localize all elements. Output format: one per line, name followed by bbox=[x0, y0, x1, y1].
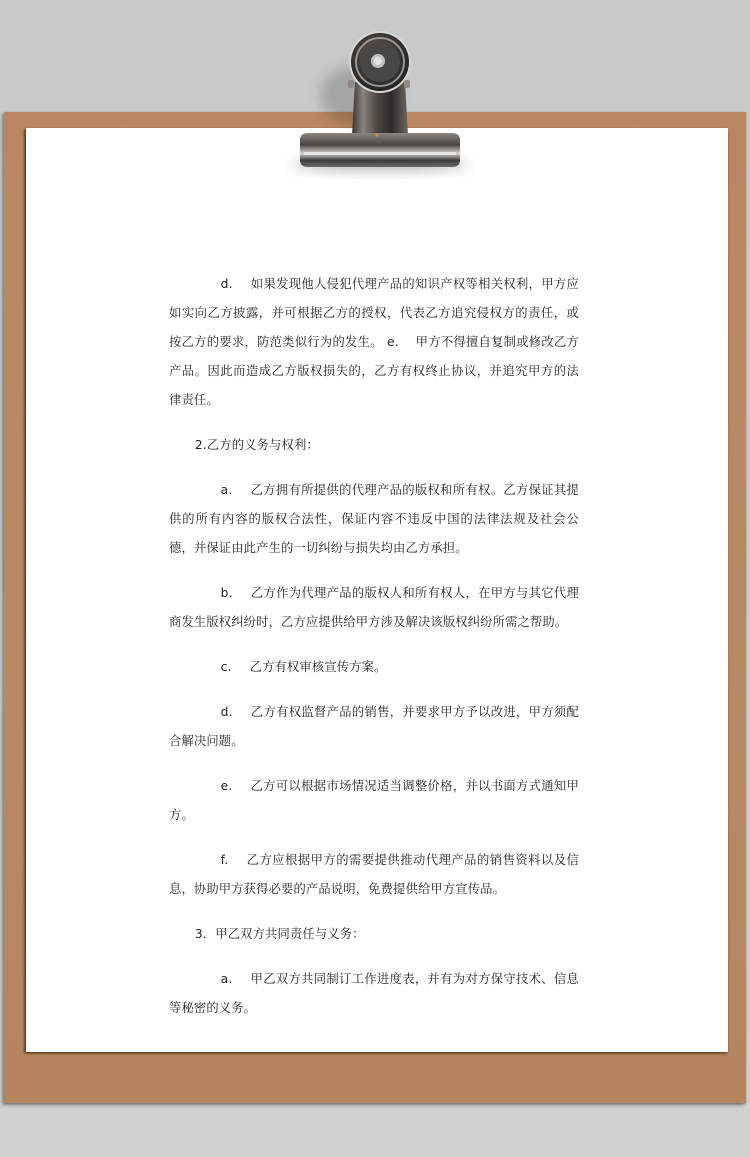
item-marker: d. bbox=[220, 705, 233, 719]
section-heading-2 bbox=[169, 431, 579, 460]
item-marker: a. bbox=[220, 483, 233, 497]
item-marker: f. bbox=[220, 853, 229, 867]
paragraph-c-review bbox=[169, 653, 579, 682]
paragraph-e-pricing bbox=[169, 772, 579, 830]
paragraph-f-materials bbox=[169, 846, 579, 904]
paragraph-a-schedule bbox=[169, 965, 579, 1023]
item-marker: e. bbox=[220, 779, 233, 793]
paragraph-text: 乙方拥有所提供的代理产品的版权和所有权。乙方保证其提供的所有内容的版权合法性，保证内容不违反中国的法律法规及社会公德，并保证由此产生的一切纠纷与损失均由乙方承担。 bbox=[169, 483, 579, 555]
paragraph-d-supervise bbox=[169, 698, 579, 756]
section-title: 2.乙方的义务与权利： bbox=[194, 438, 319, 452]
paragraph-d-infringement bbox=[169, 270, 579, 415]
paragraph-text: 乙方有权监督产品的销售，并要求甲方予以改进，甲方须配合解决问题。 bbox=[169, 705, 579, 748]
paragraph-text: 如果发现他人侵犯代理产品的知识产权等相关权利，甲方应如实向乙方披露，并可根据乙方的授权，代表乙方追究侵权方的责任，或按乙方的要求，防范类似行为的发生。 e. 甲方不得擅自复制或修改乙方产品。因此而造成乙方版权损失的，乙方有权终止协议，并追究甲方的法律责任。 bbox=[169, 277, 579, 407]
paragraph-text: 乙方应根据甲方的需要提供推动代理产品的销售资料以及信息，协助甲方获得必要的产品说明，免费提供给甲方宣传品。 bbox=[169, 853, 579, 896]
paragraph-text: 乙方作为代理产品的版权人和所有权人，在甲方与其它代理商发生版权纠纷时，乙方应提供给甲方涉及解决该版权纠纷所需之帮助。 bbox=[169, 586, 579, 629]
paragraph-text: 乙方可以根据市场情况适当调整价格，并以书面方式通知甲方。 bbox=[169, 779, 579, 822]
paragraph-b-dispute bbox=[169, 579, 579, 637]
item-marker: a. bbox=[220, 972, 233, 986]
section-heading-3 bbox=[169, 920, 579, 949]
paragraph-a-copyright bbox=[169, 476, 579, 563]
item-marker: c. bbox=[220, 660, 232, 674]
document-body bbox=[169, 270, 579, 1039]
section-title: 3．甲乙双方共同责任与义务： bbox=[194, 927, 365, 941]
paragraph-text: 甲乙双方共同制订工作进度表，并有为对方保守技术、信息等秘密的义务。 bbox=[169, 972, 579, 1015]
paragraph-text: 乙方有权审核宣传方案。 bbox=[249, 660, 387, 674]
item-marker: b. bbox=[220, 586, 233, 600]
item-marker: d. bbox=[220, 277, 233, 291]
